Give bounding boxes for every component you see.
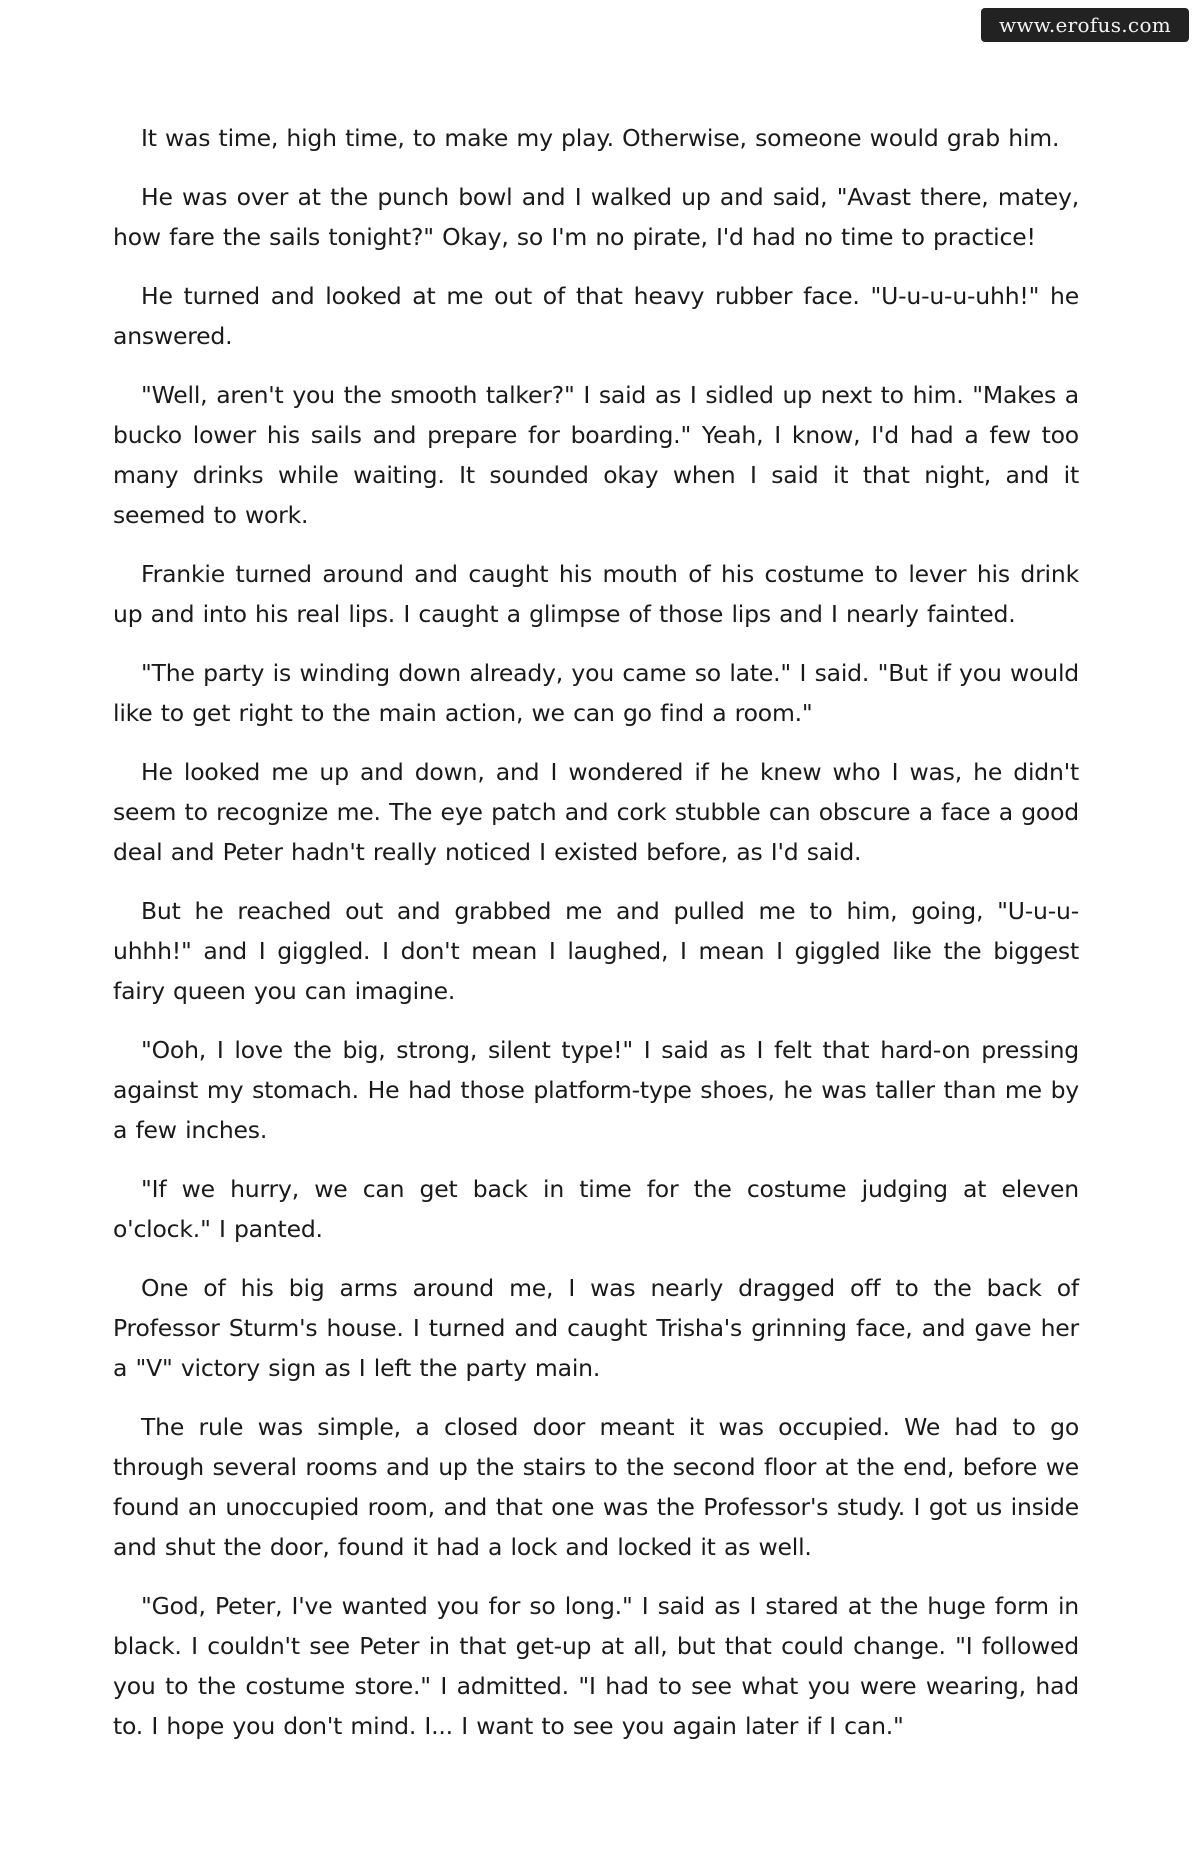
paragraph: One of his big arms around me, I was nearly dragged off to the back of Professor Sturm's house. I turned and caught Trisha's grinning face, and gave her a "V" victory sign as I left the party main. xyxy=(113,1274,1079,1382)
paragraph: "Ooh, I love the big, strong, silent type!" I said as I felt that hard-on pressing against my stomach. He had those platform-type shoes, he was taller than me by a few inches. xyxy=(113,1036,1079,1144)
paragraph: "If we hurry, we can get back in time for the costume judging at eleven o'clock." I panted. xyxy=(113,1175,1079,1243)
paragraph: He turned and looked at me out of that heavy rubber face. "U-u-u-u-uhh!" he answered. xyxy=(113,282,1079,350)
paragraph: "The party is winding down already, you came so late." I said. "But if you would like to get right to the main action, we can go find a room." xyxy=(113,659,1079,727)
watermark: www.erofus.com xyxy=(981,8,1189,42)
paragraph: The rule was simple, a closed door meant it was occupied. We had to go through several rooms and up the stairs to the second floor at the end, before we found an unoccupied room, and that one was the Professor's study. I got us inside and shut the door, found it had a lock and locked it as well. xyxy=(113,1413,1079,1561)
paragraph: It was time, high time, to make my play. Otherwise, someone would grab him. xyxy=(141,124,1060,152)
paragraph: Frankie turned around and caught his mouth of his costume to lever his drink up and into his real lips. I caught a glimpse of those lips and I nearly fainted. xyxy=(113,560,1079,628)
page-text xyxy=(113,118,1079,1765)
paragraph: "God, Peter, I've wanted you for so long." I said as I stared at the huge form in black. I couldn't see Peter in that get-up at all, but that could change. "I followed you to the costume store." I admitted. "I had to see what you were wearing, had to. I hope you don't mind. I... I want to see you again later if I can." xyxy=(113,1592,1079,1740)
paragraph: But he reached out and grabbed me and pulled me to him, going, "U-u-u-uhhh!" and I giggled. I don't mean I laughed, I mean I giggled like the biggest fairy queen you can imagine. xyxy=(113,897,1079,1005)
paragraph: He looked me up and down, and I wondered if he knew who I was, he didn't seem to recognize me. The eye patch and cork stubble can obscure a face a good deal and Peter hadn't really noticed I existed before, as I'd said. xyxy=(113,758,1079,866)
paragraph: "Well, aren't you the smooth talker?" I said as I sidled up next to him. "Makes a bucko lower his sails and prepare for boarding." Yeah, I know, I'd had a few too many drinks while waiting. It sounded okay when I said it that night, and it seemed to work. xyxy=(113,381,1079,529)
paragraph: He was over at the punch bowl and I walked up and said, "Avast there, matey, how fare the sails tonight?" Okay, so I'm no pirate, I'd had no time to practice! xyxy=(113,183,1079,251)
